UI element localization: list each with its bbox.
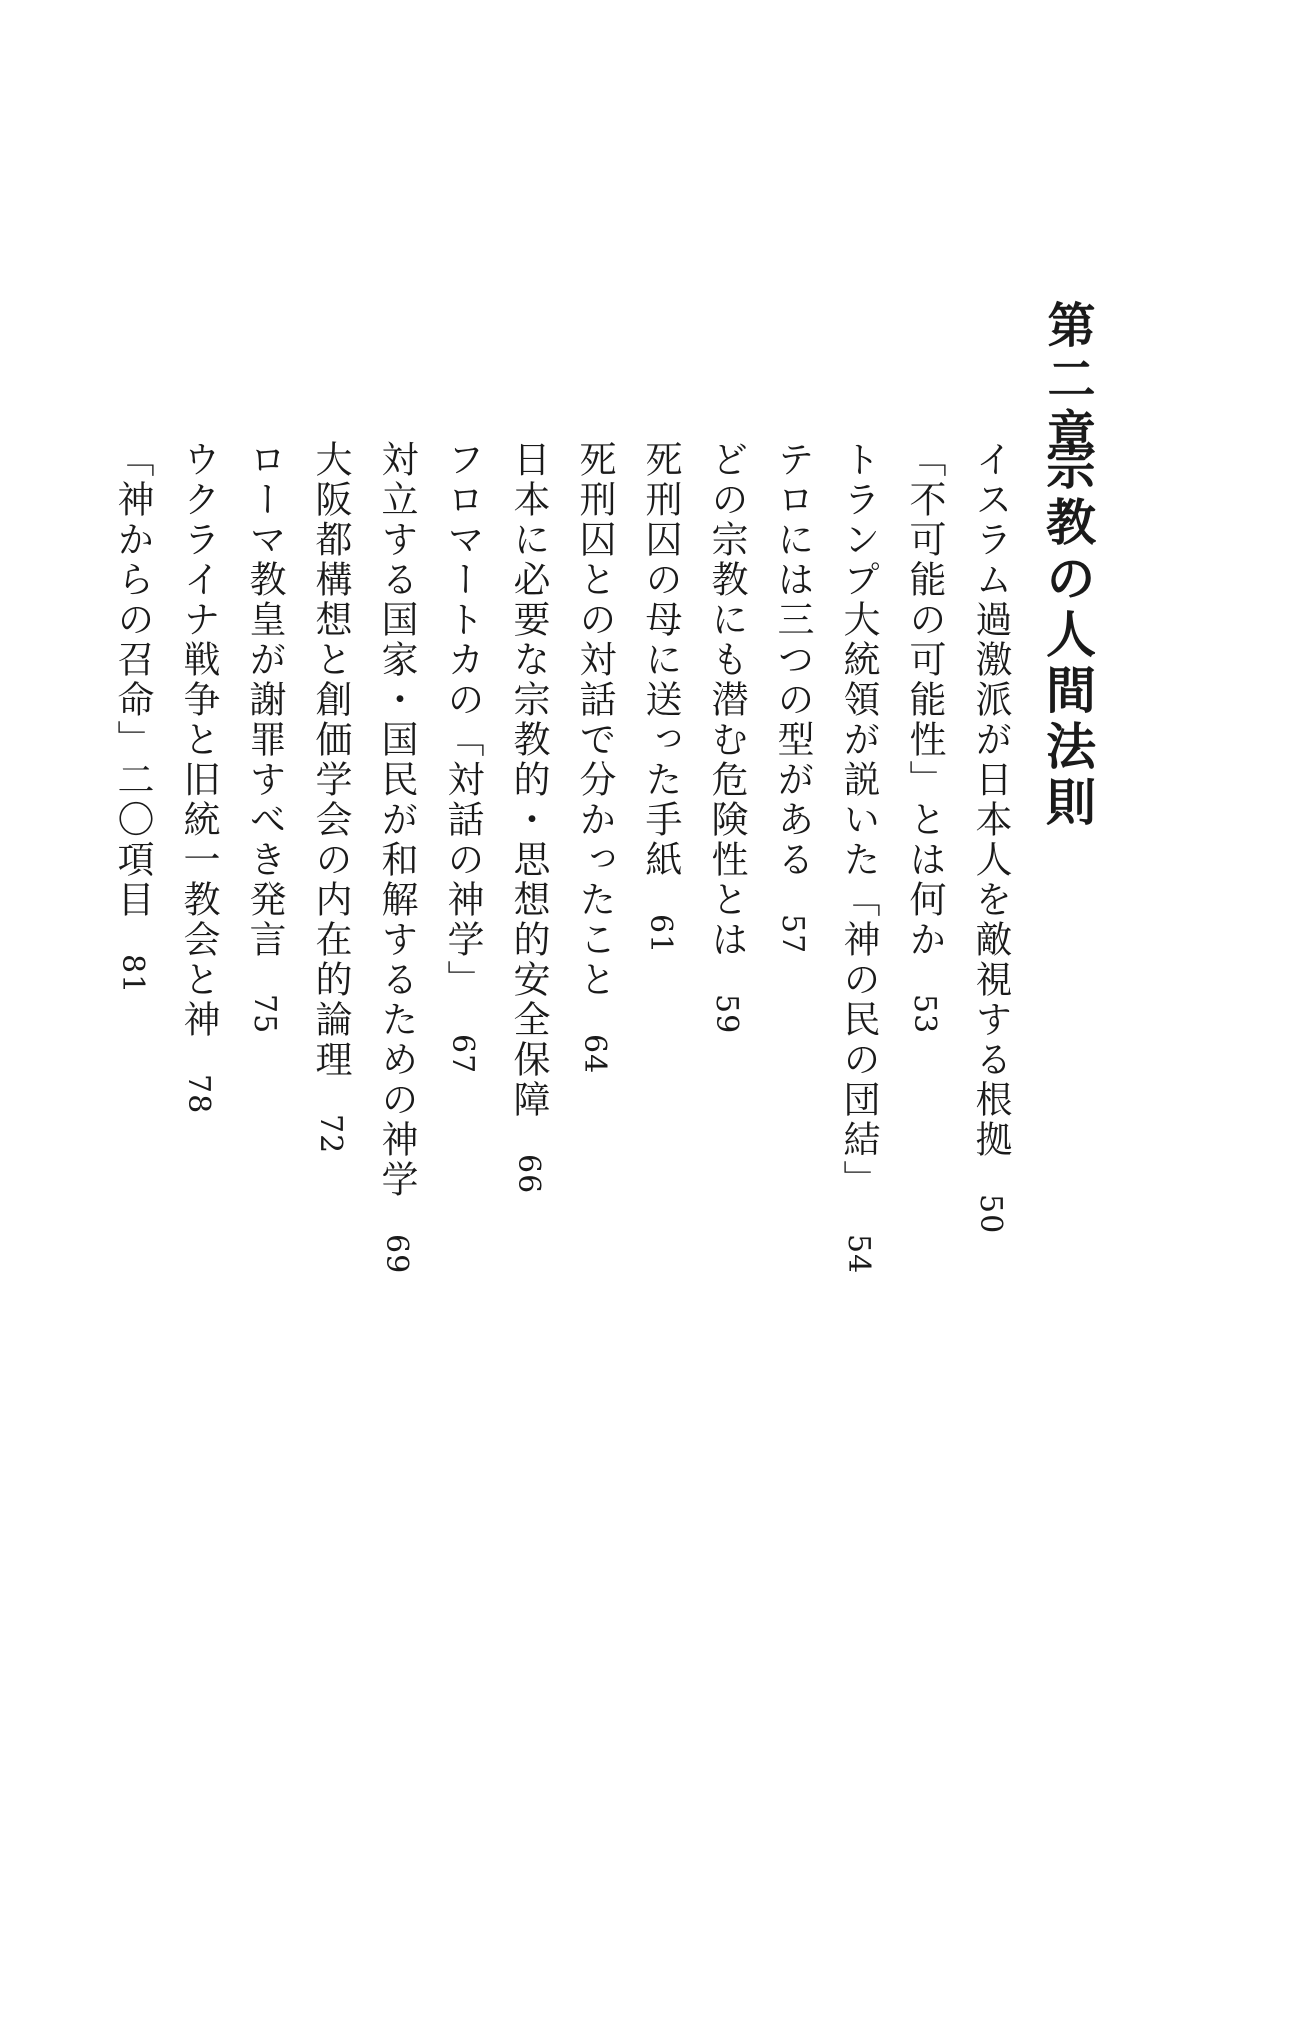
entry-page-number: 69 xyxy=(379,1234,414,1275)
entry-page-number: 81 xyxy=(115,954,150,995)
toc-entry xyxy=(635,440,685,954)
entry-title: 対立する国家・国民が和解するための神学 xyxy=(375,440,418,1200)
toc-entry xyxy=(833,440,883,1274)
entry-title: トランプ大統領が説いた「神の民の団結」 xyxy=(837,440,880,1200)
entry-page-number: 78 xyxy=(181,1074,216,1115)
entry-page-number: 53 xyxy=(907,994,942,1035)
entry-page-number: 64 xyxy=(577,1034,612,1075)
entry-page-number: 67 xyxy=(445,1034,480,1075)
toc-entry xyxy=(767,440,817,954)
entry-page-number: 66 xyxy=(511,1154,546,1195)
entry-title: ローマ教皇が謝罪すべき発言 xyxy=(243,440,286,960)
entry-page-number: 72 xyxy=(313,1114,348,1155)
toc-entry xyxy=(701,440,751,1034)
entry-title: イスラム過激派が日本人を敵視する根拠 xyxy=(969,440,1012,1160)
toc-entry xyxy=(899,440,949,1034)
entry-title: 死刑囚の母に送った手紙 xyxy=(639,440,682,880)
toc-entry xyxy=(503,440,553,1194)
chapter-label: 第二章 xyxy=(1039,300,1095,462)
entry-page-number: 75 xyxy=(247,994,282,1035)
toc-entry xyxy=(965,440,1015,1234)
entry-title: 死刑囚との対話で分かったこと xyxy=(573,440,616,1000)
toc-entry xyxy=(239,440,289,1034)
entry-title: 「神からの召命」二〇項目 xyxy=(111,440,154,920)
toc-entries xyxy=(95,440,1015,1740)
entry-title: 日本に必要な宗教的・思想的安全保障 xyxy=(507,440,550,1120)
toc-entry xyxy=(173,440,223,1114)
toc-entry xyxy=(107,440,157,994)
entry-title: フロマートカの「対話の神学」 xyxy=(441,440,484,1000)
toc-entry xyxy=(569,440,619,1074)
entry-title: どの宗教にも潜む危険性とは xyxy=(705,440,748,960)
entry-title: 大阪都構想と創価学会の内在的論理 xyxy=(309,440,352,1080)
entry-title: ウクライナ戦争と旧統一教会と神 xyxy=(177,440,220,1040)
entry-title: テロには三つの型がある xyxy=(771,440,814,880)
entry-page-number: 61 xyxy=(643,914,678,955)
entry-page-number: 54 xyxy=(841,1234,876,1275)
toc-entry xyxy=(437,440,487,1074)
chapter-title: 宗教の人間法則 xyxy=(1038,440,1097,832)
toc-entry xyxy=(371,440,421,1274)
entry-page-number: 57 xyxy=(775,914,810,955)
toc-entry xyxy=(305,440,355,1154)
entry-title: 「不可能の可能性」とは何か xyxy=(903,440,946,960)
entry-page-number: 50 xyxy=(973,1194,1008,1235)
entry-page-number: 59 xyxy=(709,994,744,1035)
